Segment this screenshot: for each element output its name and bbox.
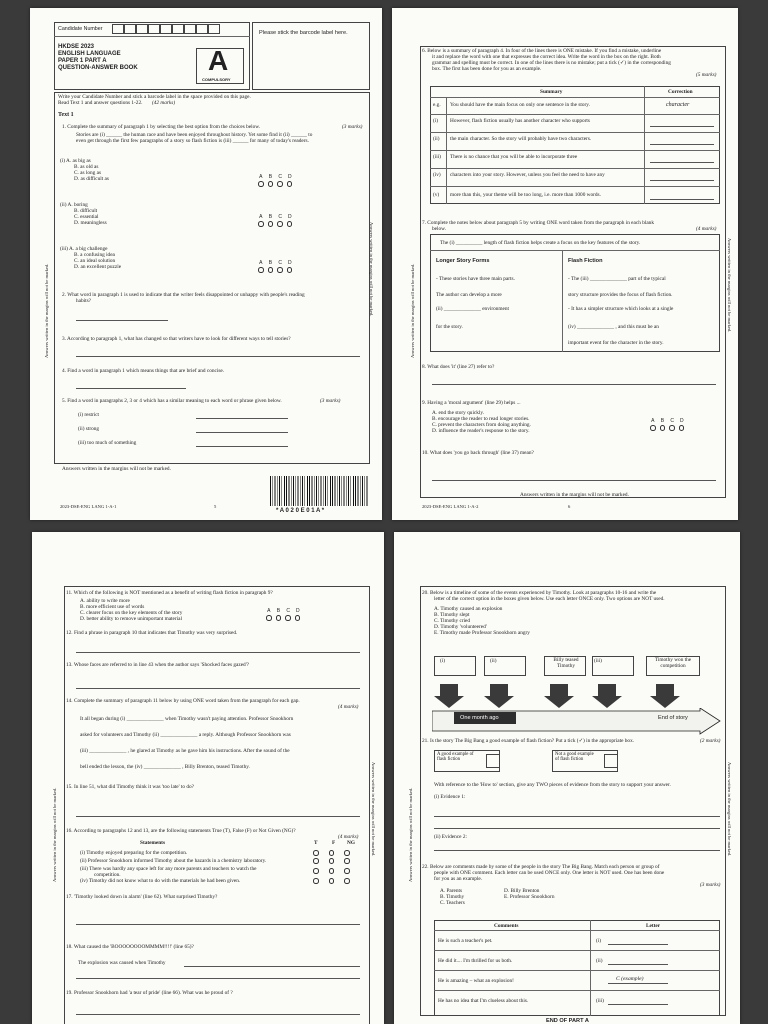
q19-stem: 19. Professor Snookhorn had 'a tear of pride' (line 66). What was he proud of ? — [66, 990, 233, 996]
q18-stem: 18. What caused the 'BOOOOOOOOMMMM!!!!' (line 65)? — [66, 944, 194, 950]
exam-title-1: HKDSE 2023 — [58, 44, 95, 50]
tfng-t: T — [314, 840, 318, 846]
q5-i-answer-line[interactable] — [196, 418, 288, 419]
q1-iii-b: B. a confusing idea — [74, 252, 115, 258]
q16-iv-bubbles[interactable] — [313, 878, 350, 884]
timeline-label-ii: (ii) — [490, 658, 497, 664]
q17-stem: 17. 'Timothy looked down in alarm' (line 62). What surprised Timothy? — [66, 894, 218, 900]
row-eg-correction: character — [666, 102, 690, 108]
q8-answer-line[interactable] — [432, 384, 716, 385]
q15-answer-line[interactable] — [76, 816, 360, 817]
q5-stem: 5. Find a word in paragraphs 2, 3 or 4 which has a similar meaning to each word or phrase given below. — [62, 398, 282, 404]
q5-iii: (iii) too much of something — [78, 440, 137, 446]
barcode-note: Please stick the barcode label here. — [259, 30, 348, 36]
q19-answer-line[interactable] — [76, 1014, 360, 1015]
row-iii-text: There is no chance that you will be able to incorporate three — [450, 154, 578, 160]
q1-iii-d: D. an excellent puzzle — [74, 264, 122, 270]
q1-iii-letters: A B C D — [259, 260, 292, 266]
timeline-label-iii: (iii) — [594, 658, 602, 664]
q14-line-1: It all began during (i) ______________ when Timothy wasn't paying attention. Professor Snookhorn — [80, 716, 294, 722]
q1-summary-2: even get through the first few paragraphs of a story so flash fiction is (iii) ______ for many of today's readers. — [76, 138, 309, 144]
exam-title-2: ENGLISH LANGUAGE — [58, 51, 121, 57]
q1-iii-bubbles[interactable] — [258, 267, 292, 273]
q9-b: B. encourage the reader to read longer stories. — [432, 416, 530, 422]
margin-note-right: Answers written in the margins will not be marked. — [727, 762, 732, 857]
timeline-start: One month ago — [460, 715, 499, 721]
q5-marks: (3 marks) — [320, 398, 341, 404]
q11-d: D. better ability to remove unimportant material — [80, 616, 182, 622]
q11-a: A. ability to write more — [80, 598, 130, 604]
q20-opt-d: D. Timothy 'volunteered' — [434, 624, 487, 630]
q7-marks: (4 marks) — [696, 226, 717, 232]
page-5 — [30, 8, 382, 520]
evidence-1-answer-line[interactable] — [434, 816, 720, 817]
q22-marks: (3 marks) — [700, 882, 721, 888]
timeline-billy-teased: Billy teased Timothy — [553, 657, 579, 669]
q1-ii-bubbles[interactable] — [258, 221, 292, 227]
end-of-part-a: END OF PART A — [546, 1018, 589, 1024]
comment-3-example: C (example) — [616, 976, 644, 982]
q1-iii-a: (iii) A. a big challenge — [60, 246, 108, 252]
q16-marks: (4 marks) — [338, 834, 359, 840]
margin-note-left: Answers written in the margins will not be marked. — [408, 787, 413, 882]
q22-stem-1: 22. Below are comments made by some of the people in the story The Big Bang. Match each person or group of — [422, 864, 660, 870]
flash-line-5: important event for the character in the story. — [568, 340, 664, 346]
evidence-2-label: (ii) Evidence 2: — [434, 834, 467, 840]
barcode-image — [270, 476, 368, 506]
comment-3: He is amazing – what an explosion! — [438, 978, 514, 984]
tfng-ng: NG — [347, 840, 355, 846]
q16-ii: (ii) Professor Snookhorn informed Timothy about the hazards in a chemistry laboratory. — [80, 858, 267, 864]
flash-line-3: - It has a simpler structure which looks at a single — [568, 306, 674, 312]
candidate-number-boxes[interactable] — [112, 24, 220, 34]
intro-marks: (42 marks) — [152, 100, 176, 106]
q11-bubbles[interactable] — [266, 615, 300, 621]
comment-4: He has no idea that I'm clueless about this. — [438, 998, 529, 1004]
q21-marks: (2 marks) — [700, 738, 721, 744]
comment-2: He did it.... I'm thrilled for us both. — [438, 958, 513, 964]
q6-marks: (5 marks) — [696, 72, 717, 78]
row-eg-text: You should have the main focus on only one sentence in the story. — [450, 102, 590, 108]
q9-a: A. end the story quickly. — [432, 410, 485, 416]
question-area-border — [54, 92, 370, 464]
statements-label: Statements — [140, 840, 166, 846]
q2-answer-line[interactable] — [76, 320, 168, 321]
q9-c: C. prevent the characters from doing anything. — [432, 422, 531, 428]
q1-ii-b: B. difficult — [74, 208, 98, 214]
q10-stem: 10. What does 'you go back through' (line 37) mean? — [422, 450, 534, 456]
page-number: 5 — [214, 504, 217, 509]
row-i-correction[interactable] — [650, 126, 714, 127]
q18-stem-b: The explosion was caused when Timothy — [78, 960, 166, 966]
q9-bubbles[interactable] — [650, 425, 684, 431]
row-iv-text: characters into your story. However, unless you feel the need to have any — [450, 172, 605, 178]
q14-line-4: bell ended the lesson, the (iv) ______________ , Billy Brenton, teased Timothy. — [80, 764, 250, 770]
margin-note-right: Answers written in the margins will not be marked. — [727, 238, 732, 333]
q20-stem-1: 20. Below is a timeline of some of the events experienced by Timothy. Look at paragraphs 10-16 and write the — [422, 590, 657, 596]
footer-note: Answers written in the margins will not be marked. — [520, 492, 629, 498]
flash-line-2: story structure provides the focus of flash fiction. — [568, 292, 673, 298]
person-a: A. Parents — [440, 888, 463, 894]
page-number: 6 — [568, 504, 571, 509]
row-iv-correction[interactable] — [650, 180, 714, 181]
q16-i: (i) Timothy enjoyed preparing for the competition. — [80, 850, 188, 856]
q6-stem-4: box. The first has been done for you as an example. — [432, 66, 542, 72]
q16-iii-b: competition. — [94, 872, 121, 878]
q22-stem-2: people with ONE comment. Each letter can be used ONCE only. One letter is NOT used. One has been done — [434, 870, 665, 876]
row-ii-correction[interactable] — [650, 144, 714, 145]
q6-stem-2: it and replace the word with one that expresses the correct idea. Write the word in the box on the right. Both — [432, 54, 661, 60]
q6-stem-1: 6. Below is a summary of paragraph 4. In four of the lines there is ONE mistake. If you find a mistake, underline — [422, 48, 662, 54]
comment-2-label: (ii) — [596, 958, 603, 964]
q20-opt-e: E. Timothy made Professor Snookhorn angry — [434, 630, 530, 636]
good-example-tick-box[interactable] — [486, 754, 500, 768]
timeline-label-i: (i) — [440, 658, 445, 664]
candidate-number-label: Candidate Number — [58, 26, 103, 32]
q16-iv: (iv) Timothy did not know what to do with the materials he had been given. — [80, 878, 241, 884]
q1-ii-d: D. meaningless — [74, 220, 107, 226]
q17-answer-line[interactable] — [76, 924, 360, 925]
q15-stem: 15. In line 51, what did Timothy think it was 'too late' to do? — [66, 784, 194, 790]
q2-stem: 2. What word in paragraph 1 is used to indicate that the writer feels disappointed or unhappy with people's reading — [62, 292, 305, 298]
compulsory-label: COMPULSORY — [202, 77, 231, 82]
row-v-text: more than this, your theme will be too long, i.e. more than 1000 words. — [450, 192, 601, 198]
comment-1-letter[interactable] — [608, 944, 668, 945]
col-longer-story-forms: Longer Story Forms — [436, 258, 490, 264]
summary-header: Summary — [540, 89, 563, 95]
down-arrow-icon — [484, 684, 514, 708]
row-eg-label: e.g. — [433, 102, 441, 108]
q1-i-b: B. as old as — [74, 164, 99, 170]
q1-iii-c: C. an ideal solution — [74, 258, 116, 264]
margin-note-right: Answers written in the margins will not be marked. — [371, 762, 376, 857]
q1-summary-1: Stories are (i) ______ the human race and have been enjoyed throughout history. Yet some find it (ii) ______ to — [76, 132, 313, 138]
comments-header: Comments — [494, 923, 519, 929]
row-i-text: However, flash fiction usually has another character who supports — [450, 118, 590, 124]
q12-stem: 12. Find a phrase in paragraph 10 that indicates that Timothy was very surprised. — [66, 630, 238, 636]
q10-answer-line[interactable] — [432, 480, 716, 481]
q1-i-bubbles[interactable] — [258, 181, 292, 187]
q22-stem-3: for you as an example. — [434, 876, 483, 882]
q14-stem: 14. Complete the summary of paragraph 11 below by using ONE word taken from the paragraph for each gap. — [66, 698, 300, 704]
q8-stem: 8. What does 'it' (line 27) refer to? — [422, 364, 495, 370]
comment-4-letter[interactable] — [608, 1004, 668, 1005]
comment-1: He is such a teacher's pet. — [438, 938, 493, 944]
q12-answer-line[interactable] — [76, 652, 360, 653]
q16-ii-bubbles[interactable] — [313, 858, 350, 864]
person-e: E. Professor Snookhorn — [504, 894, 555, 900]
row-i-label: (i) — [433, 118, 438, 124]
q16-i-bubbles[interactable] — [313, 850, 350, 856]
margin-note-left: Answers written in the margins will not be marked. — [44, 263, 49, 358]
footer-code: 2023-DSE-ENG LANG 1-A-2 — [422, 504, 479, 509]
q21-stem: 21. Is the story The Big Bang a good example of flash fiction? Put a tick (✓) in the appropriate box. — [422, 738, 635, 744]
q14-marks: (4 marks) — [338, 704, 359, 710]
q13-stem: 13. Whose faces are referred to in line 43 when the author says 'Shocked faces gazed'? — [66, 662, 250, 668]
correction-header: Correction — [668, 89, 693, 95]
q1-i-d: D. as difficult as — [74, 176, 109, 182]
barcode-text: * A 0 2 0 E 0 1 A * — [276, 508, 325, 514]
margin-note-left: Answers written in the margins will not be marked. — [52, 787, 57, 882]
q3-stem: 3. According to paragraph 1, what has changed so that writers have to look for different ways to tell stories? — [62, 336, 291, 342]
comment-2-letter[interactable] — [608, 964, 668, 965]
row-iii-correction[interactable] — [650, 162, 714, 163]
row-ii-label: (ii) — [433, 136, 440, 142]
long-line-3: (ii) ______________ environment — [436, 306, 509, 312]
q5-iii-answer-line[interactable] — [196, 446, 288, 447]
row-iii-label: (iii) — [433, 154, 441, 160]
intro-line-2: Read Text 1 and answer questions 1-22. — [58, 100, 143, 106]
evidence-2-answer-line[interactable] — [434, 850, 720, 851]
long-line-1: - These stories have three main parts. — [436, 276, 515, 282]
row-v-correction[interactable] — [650, 199, 714, 200]
q20-opt-b: B. Timothy slept — [434, 612, 470, 618]
not-good-example-label: Not a good example of flash fiction — [555, 752, 594, 763]
section-letter: A — [208, 45, 229, 76]
q7-stem-1: 7. Complete the notes below about paragraph 5 by writing ONE word taken from the paragraph in each blank — [422, 220, 654, 226]
q1-ii-letters: A B C D — [259, 214, 292, 220]
comment-4-label: (iii) — [596, 998, 604, 1004]
down-arrow-icon — [592, 684, 622, 708]
tfng-f: F — [332, 840, 336, 846]
margin-footer-note: Answers written in the margins will not be marked. — [62, 466, 171, 472]
q9-d: D. influence the reader's response to the story. — [432, 428, 530, 434]
row-v-label: (v) — [433, 192, 440, 198]
margin-note-left: Answers written in the margins will not be marked. — [410, 263, 415, 358]
footer-code: 2023-DSE-ENG LANG 1-A-1 — [60, 504, 117, 509]
row-ii-text: the main character. So the story will probably have two characters. — [450, 136, 592, 142]
q13-answer-line[interactable] — [76, 688, 360, 689]
q3-answer-line[interactable] — [76, 356, 360, 357]
comment-1-label: (i) — [596, 938, 601, 944]
flash-line-1: - The (iii) ______________ part of the typical — [568, 276, 666, 282]
q21-stem-b: With reference to the 'How to' section, give any TWO pieces of evidence from the story to support your answer. — [434, 782, 671, 788]
person-d: D. Billy Brenton — [504, 888, 540, 894]
q18-answer-line[interactable] — [184, 966, 360, 967]
q5-ii: (ii) strong — [78, 426, 100, 432]
page-8 — [394, 532, 740, 1024]
q1-marks: (3 marks) — [342, 124, 363, 130]
evidence-1-label: (i) Evidence 1: — [434, 794, 466, 800]
q1-ii-a: (ii) A. boring — [60, 202, 88, 208]
q14-line-3: (iii) ______________ , he glared at Timothy as he gave him his instructions. After the sound of the — [80, 748, 290, 754]
letter-header: Letter — [646, 923, 661, 929]
q6-stem-3: grammar and spelling must be correct. In one of the lines there is no mistake; put a tick (✓) in the corresponding — [432, 60, 671, 66]
down-arrow-icon — [434, 684, 464, 708]
q1-ii-c: C. essential — [74, 214, 99, 220]
q16-iii-bubbles[interactable] — [313, 868, 350, 874]
q4-answer-line[interactable] — [76, 388, 186, 389]
col-flash-fiction: Flash Fiction — [568, 258, 603, 264]
q16-stem: 16. According to paragraphs 12 and 13, are the following statements True (T), False (F) or Not Given (NG)? — [66, 828, 296, 834]
page-7 — [32, 532, 384, 1024]
intro-line-1: Write your Candidate Number and stick a barcode label in the space provided on this page. — [58, 94, 251, 100]
row-iv-label: (iv) — [433, 172, 441, 178]
margin-note-right: Answers written in the margins will not be marked. — [369, 222, 374, 317]
q20-opt-a: A. Timothy caused an explosion — [434, 606, 503, 612]
q11-b: B. more efficient use of words — [80, 604, 145, 610]
long-line-4: for the story. — [436, 324, 463, 330]
q5-i: (i) restrict — [78, 412, 100, 418]
timeline-end: End of story — [658, 715, 688, 721]
long-line-2: The author can develop a more — [436, 292, 502, 298]
flash-line-4: (iv) ______________ , and this must be an — [568, 324, 659, 330]
q9-stem: 9. Having a 'moral argument' (line 29) helps ... — [422, 400, 521, 406]
text-1-title: Text 1 — [58, 112, 74, 118]
q1-i-a: (i) A. as big as — [60, 158, 91, 164]
timeline-timothy-won: Timothy won the competition — [654, 657, 692, 669]
q20-opt-c: C. Timothy cried — [434, 618, 471, 624]
evidence-1-answer-line-2[interactable] — [434, 828, 720, 829]
notes-intro: The (i) __________ length of flash fiction helps create a focus on the key features of the story. — [440, 240, 641, 246]
q11-letters: A B C D — [267, 608, 300, 614]
down-arrow-icon — [650, 684, 680, 708]
exam-title-4: QUESTION-ANSWER BOOK — [58, 65, 138, 71]
q16-iii: (iii) There was hardly any space left for any more parents and teachers to watch the — [80, 866, 257, 872]
down-arrow-icon — [544, 684, 574, 708]
q2-stem-b: habits? — [76, 298, 92, 304]
q4-stem: 4. Find a word in paragraph 1 which means things that are brief and concise. — [62, 368, 225, 374]
q7-stem-2: below. — [432, 226, 446, 232]
person-c: C. Teachers — [440, 900, 465, 906]
page-6 — [392, 8, 738, 520]
q11-stem: 11. Which of the following is NOT mentioned as a benefit of writing flash fiction in paragraph 9? — [66, 590, 273, 596]
comment-3-line — [608, 983, 668, 984]
q11-c: C. clearer focus on the key elements of the story — [80, 610, 183, 616]
q14-line-2: asked for volunteers and Timothy (ii) ______________ a reply. Although Professor Snookhorn was — [80, 732, 291, 738]
q18-answer-line-2[interactable] — [76, 978, 360, 979]
q9-letters: A B C D — [651, 418, 684, 424]
exam-title-3: PAPER 1 PART A — [58, 58, 107, 64]
q20-stem-2: letter of the correct option in the boxes given below. Use each letter ONCE only. Two options are NOT used. — [434, 596, 665, 602]
q5-ii-answer-line[interactable] — [196, 432, 288, 433]
q1-stem: 1. Complete the summary of paragraph 1 by selecting the best option from the choices below. — [62, 124, 261, 130]
person-b: B. Timothy — [440, 894, 465, 900]
good-example-label: A good example of flash fiction — [437, 752, 474, 763]
not-good-example-tick-box[interactable] — [604, 754, 618, 768]
q1-i-c: C. as long as — [74, 170, 102, 176]
q1-i-letters: A B C D — [259, 174, 292, 180]
